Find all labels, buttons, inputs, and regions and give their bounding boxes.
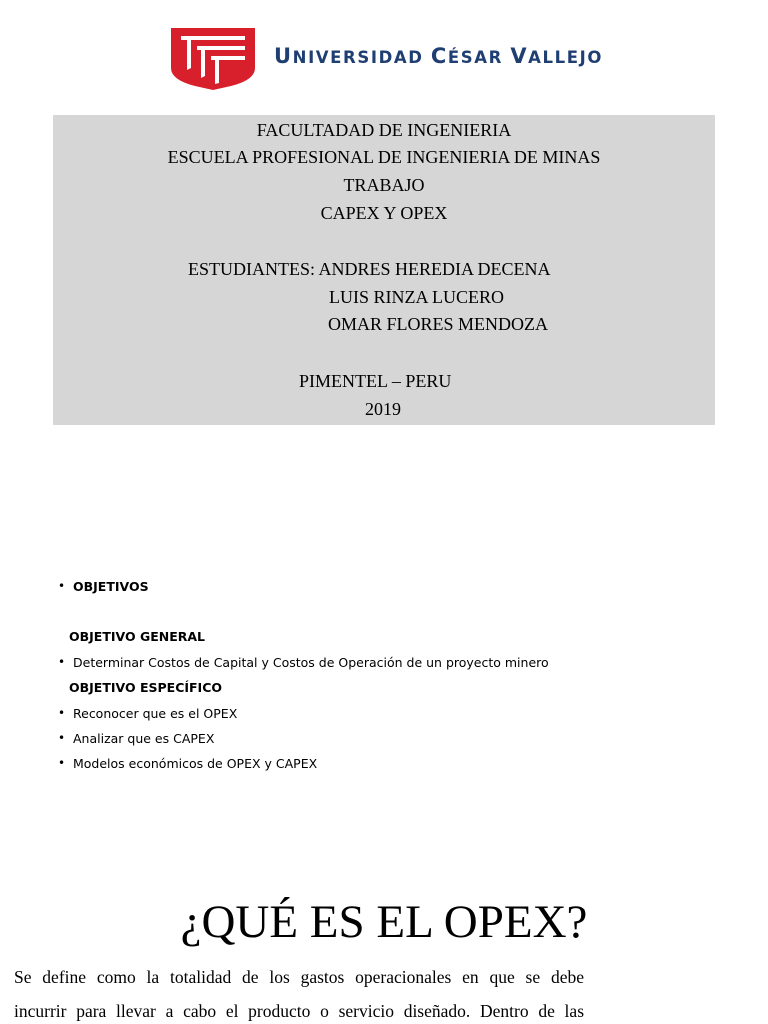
general-objective-title: OBJETIVO GENERAL <box>69 629 206 644</box>
year: 2019 <box>365 399 401 419</box>
bullet-icon: • <box>58 756 66 770</box>
paragraph-line: incurrir para llevar a cabo el producto o servicio diseñado. Dentro de las <box>14 1001 584 1021</box>
topic-title: CAPEX Y OPEX <box>320 203 448 223</box>
faculty-title: FACULTADAD DE INGENIERIA <box>256 120 512 140</box>
section-heading: ¿QUÉ ES EL OPEX? <box>180 896 588 948</box>
university-shield-icon <box>171 28 255 90</box>
school-title: ESCUELA PROFESIONAL DE INGENIERIA DE MINAS <box>167 147 601 167</box>
specific-objective-item: Modelos económicos de OPEX y CAPEX <box>73 756 318 771</box>
student-name-2: LUIS RINZA LUCERO <box>329 287 504 307</box>
place: PIMENTEL – PERU <box>299 371 452 391</box>
specific-objective-item: Reconocer que es el OPEX <box>73 706 238 721</box>
bullet-icon: • <box>58 731 66 745</box>
bullet-icon: • <box>58 655 66 669</box>
logo-word-3: ALLEJO <box>528 48 604 67</box>
bullet-icon: • <box>58 706 66 720</box>
cover-box <box>53 115 715 425</box>
student-name-3: OMAR FLORES MENDOZA <box>328 314 549 334</box>
paragraph-line: Se define como la totalidad de los gastos operacionales en que se debe <box>14 967 584 987</box>
objectives-title: OBJETIVOS <box>73 579 149 594</box>
students-label: ESTUDIANTES: ANDRES HEREDIA DECENA <box>188 259 551 279</box>
specific-objective-title: OBJETIVO ESPECÍFICO <box>69 680 223 695</box>
specific-objective-item: Analizar que es CAPEX <box>73 731 215 746</box>
general-objective-item: Determinar Costos de Capital y Costos de Operación de un proyecto minero <box>73 655 549 670</box>
university-name: UNIVERSIDAD CÉSAR VALLEJO <box>274 44 604 68</box>
logo-word-1: NIVERSIDAD <box>292 48 424 67</box>
bullet-icon: • <box>58 579 66 593</box>
university-logo <box>171 28 651 90</box>
logo-word-2: ÉSAR <box>447 48 503 67</box>
doc-type: TRABAJO <box>343 175 425 195</box>
